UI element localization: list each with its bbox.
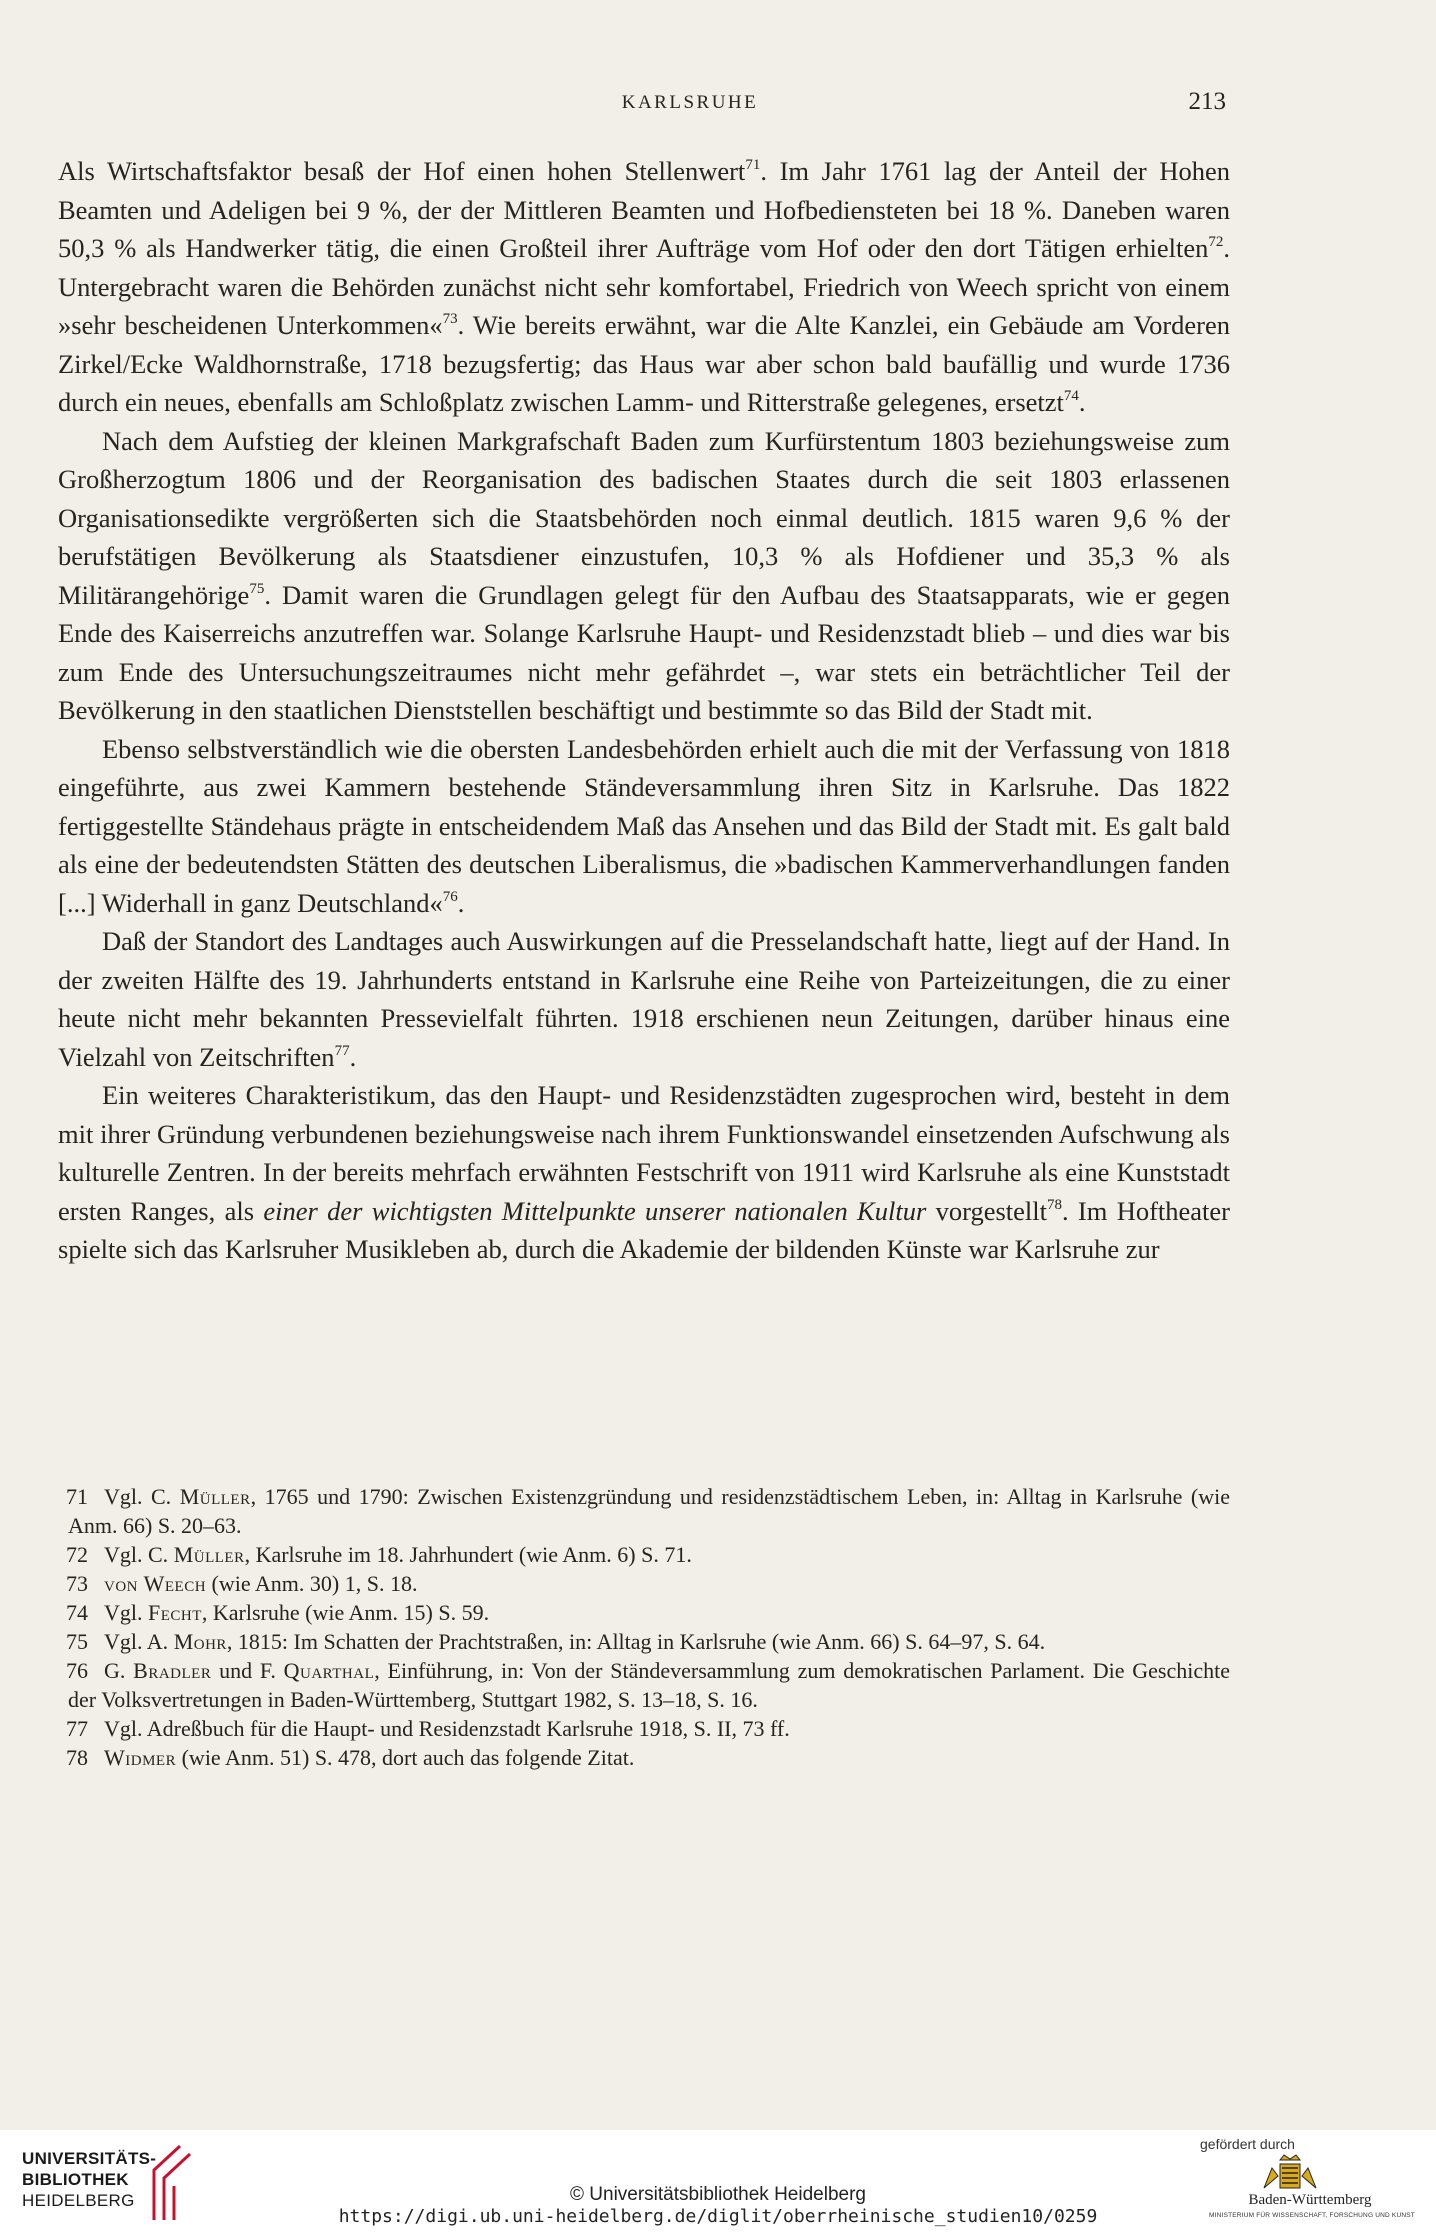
paragraph-1 — [58, 152, 1230, 422]
author-name: Quarthal — [283, 1658, 375, 1683]
footnote-ref[interactable]: 73 — [442, 311, 458, 327]
footnote-number: 71 — [66, 1484, 88, 1509]
footnote — [58, 1598, 1230, 1627]
text-run: . Untergebracht waren die Behörden zunächst nicht sehr komfortabel, Friedrich von Weech spricht von einem »sehr bescheidenen Unterkommen« — [58, 233, 1230, 340]
text-run: . Damit waren die Grundlagen gelegt für den Aufbau des Staatsapparats, wie er gegen Ende des Kaiserreichs anzutreffen war. Solange Karlsruhe Haupt- und Residenzstadt blieb – und dies war bis zum Ende des Untersuchungszeitraumes nicht mehr gefährdet –, war stets ein beträchtlicher Teil der Bevölkerung in den staatlichen Dienststellen beschäftigt und bestimmte so das Bild der Stadt mit. — [58, 579, 1230, 725]
footnote — [58, 1540, 1230, 1569]
footnote-text: (wie Anm. 51) S. 478, dort auch das folgende Zitat. — [176, 1745, 635, 1770]
footnote — [58, 1743, 1230, 1772]
author-name: Fecht — [148, 1600, 202, 1625]
text-run: Als Wirtschaftsfaktor besaß der Hof einen hohen Stellenwert — [58, 156, 746, 186]
text-run: Daß der Standort des Landtages auch Auswirkungen auf die Presselandschaft hatte, liegt auf der Hand. In der zweiten Hälfte des 19. Jahrhunderts entstand in Karlsruhe eine Reihe von Parteizeitungen, die zu einer heute nicht mehr bekannten Pressevielfalt führten. 1918 erschienen neun Zeitungen, darüber hinaus eine Vielzahl von Zeitschriften — [58, 926, 1230, 1072]
paragraph-4 — [58, 922, 1230, 1076]
text-run: Ein weiteres Charakteristikum, das den Haupt- und Residenzstädten zugesprochen wird, besteht in dem mit ihrer Gründung verbundenen beziehungsweise nach ihrem Funktionswandel einsetzenden Aufschwung als kulturelle Zentren. In der bereits mehrfach erwähnten Festschrift von 1911 wird Karlsruhe als eine Kunststadt ersten Ranges, als — [58, 1080, 1230, 1226]
footnote-ref[interactable]: 77 — [334, 1042, 350, 1059]
footnote-text: , Karlsruhe im 18. Jahrhundert (wie Anm. 6) S. 71. — [244, 1542, 692, 1567]
footnote-number: 72 — [66, 1542, 88, 1567]
footnote-text: Vgl. — [104, 1600, 148, 1625]
footnote-ref[interactable]: 76 — [442, 888, 458, 905]
text-run: . Wie bereits erwähnt, war die Alte Kanzlei, ein Gebäude am Vorderen Zirkel/Ecke Waldhornstraße, 1718 bezugsfertig; das Haus war aber schon bald baufällig und wurde 1736 durch ein neues, ebenfalls am Schloßplatz zwischen Lamm- und Ritterstraße gelegenes, ersetzt — [58, 310, 1230, 417]
footnote-text: , 1815: Im Schatten der Prachtstraßen, in: Alltag in Karlsruhe (wie Anm. 66) S. 64–97, S. 64. — [226, 1629, 1046, 1654]
author-name: Müller — [179, 1484, 251, 1509]
text-run: vorgestellt — [926, 1195, 1047, 1226]
footnote — [58, 1656, 1230, 1714]
sponsor-ministry: MINISTERIUM FÜR WISSENSCHAFT, FORSCHUNG UND KUNST — [1209, 2212, 1415, 2219]
footnote-number: 73 — [66, 1571, 88, 1596]
library-name-line: BIBLIOTHEK — [22, 2170, 129, 2189]
author-name: Mohr — [173, 1629, 227, 1654]
footnote-number: 75 — [66, 1629, 88, 1654]
footnote — [58, 1482, 1230, 1540]
footnote-text: Vgl. C. — [104, 1542, 174, 1567]
paragraph-5 — [58, 1076, 1230, 1269]
author-name: Bradler — [133, 1658, 212, 1683]
text-run: . — [1078, 387, 1086, 417]
library-name-line: HEIDELBERG — [22, 2191, 135, 2210]
running-header — [0, 88, 1436, 118]
text-run: Nach dem Aufstieg der kleinen Markgrafschaft Baden zum Kurfürstentum 1803 beziehungsweise zum Großherzogtum 1806 und der Reorganisation des badischen Staates durch die seit 1803 erlassenen Organisationsedikte vergrößerten sich die Staatsbehörden noch einmal deutlich. 1815 waren 9,6 % der berufstätigen Bevölkerung als Staatsdiener einzustufen, 10,3 % als Hofdiener und 35,3 % als Militärangehörige — [58, 425, 1230, 610]
text-run: . — [349, 1041, 357, 1072]
running-title: KARLSRUHE — [621, 92, 759, 113]
footnote — [58, 1627, 1230, 1656]
footnote-text: Vgl. Adreßbuch für die Haupt- und Residenzstadt Karlsruhe 1918, S. II, 73 ff. — [104, 1716, 790, 1741]
main-text — [58, 152, 1230, 1269]
author-name: Widmer — [104, 1745, 177, 1770]
footnote-text: (wie Anm. 30) 1, S. 18. — [206, 1571, 418, 1596]
footnote-ref[interactable]: 74 — [1063, 388, 1079, 404]
footnote-ref[interactable]: 72 — [1208, 234, 1224, 250]
footnotes — [58, 1482, 1230, 1772]
footnote-text: , Einführung, in: Von der Ständeversammlung zum demokratischen Parlament. Die Geschichte der Volksvertretungen in Baden-Württemberg, Stuttgart 1982, S. 13–18, S. 16. — [68, 1658, 1231, 1712]
footnote-text: , 1765 und 1790: Zwischen Existenzgründung und residenzstädtischem Leben, in: Alltag in Karlsruhe (wie Anm. 66) S. 20–63. — [68, 1484, 1230, 1538]
author-name: Müller — [173, 1542, 245, 1567]
text-run: . Im Hoftheater spielte sich das Karlsruher Musikleben ab, durch die Akademie der bildenden Künste war Karlsruhe zur — [58, 1195, 1230, 1264]
footnote-ref[interactable]: 71 — [745, 157, 761, 173]
copyright-notice: © Universitätsbibliothek Heidelberg — [570, 2184, 866, 2205]
text-run: Ebenso selbstverständlich wie die obersten Landesbehörden erhielt auch die mit der Verfassung von 1818 eingeführte, aus zwei Kammern bestehende Ständeversammlung ihren Sitz in Karlsruhe. Das 1822 fertiggestellte Ständehaus prägte in entscheidendem Maß das Ansehen und das Bild der Stadt mit. Es galt bald als eine der bedeutendsten Stätten des deutschen Liberalismus, die »badischen Kammerverhandlungen fanden [...] Widerhall in ganz Deutschland« — [58, 733, 1230, 918]
footnote-text: , Karlsruhe (wie Anm. 15) S. 59. — [201, 1600, 490, 1625]
footer-bar — [0, 2130, 1436, 2232]
coat-of-arms-icon — [1260, 2154, 1320, 2192]
quoted-emphasis: einer der wichtigsten Mittelpunkte unserer nationalen Kultur — [263, 1195, 927, 1226]
text-run: . — [457, 887, 465, 918]
paragraph-2 — [58, 422, 1230, 730]
page-number: 213 — [1188, 88, 1226, 115]
footnote — [58, 1714, 1230, 1743]
footnote-text: G. — [104, 1658, 134, 1683]
footnote-number: 74 — [66, 1600, 88, 1625]
footnote-number: 76 — [66, 1658, 88, 1683]
footnote-ref[interactable]: 78 — [1046, 1196, 1062, 1213]
footnote-text: Vgl. C. — [104, 1484, 180, 1509]
permalink[interactable]: https://digi.ub.uni-heidelberg.de/diglit/oberrheinische_studien10/0259 — [338, 2206, 1098, 2227]
author-name: von Weech — [104, 1571, 207, 1596]
footnote-text: und F. — [211, 1658, 284, 1683]
footnote-number: 78 — [66, 1745, 88, 1770]
text-run: . Im Jahr 1761 lag der Anteil der Hohen Beamten und Adeligen bei 9 %, der der Mittleren Beamten und Hofbediensteten bei 18 %. Daneben waren 50,3 % als Handwerker tätig, die einen Großteil ihrer Aufträge vom Hof oder den dort Tätigen erhielten — [58, 156, 1231, 263]
library-name-line: UNIVERSITÄTS- — [22, 2149, 157, 2168]
footnote — [58, 1569, 1230, 1598]
footnote-ref[interactable]: 75 — [249, 580, 265, 597]
footnote-number: 77 — [66, 1716, 88, 1741]
paragraph-3 — [58, 730, 1230, 923]
sponsor-name: Baden-Württemberg — [1248, 2192, 1372, 2208]
footnote-text: Vgl. A. — [104, 1629, 174, 1654]
sponsor-label: gefördert durch — [1200, 2136, 1295, 2152]
